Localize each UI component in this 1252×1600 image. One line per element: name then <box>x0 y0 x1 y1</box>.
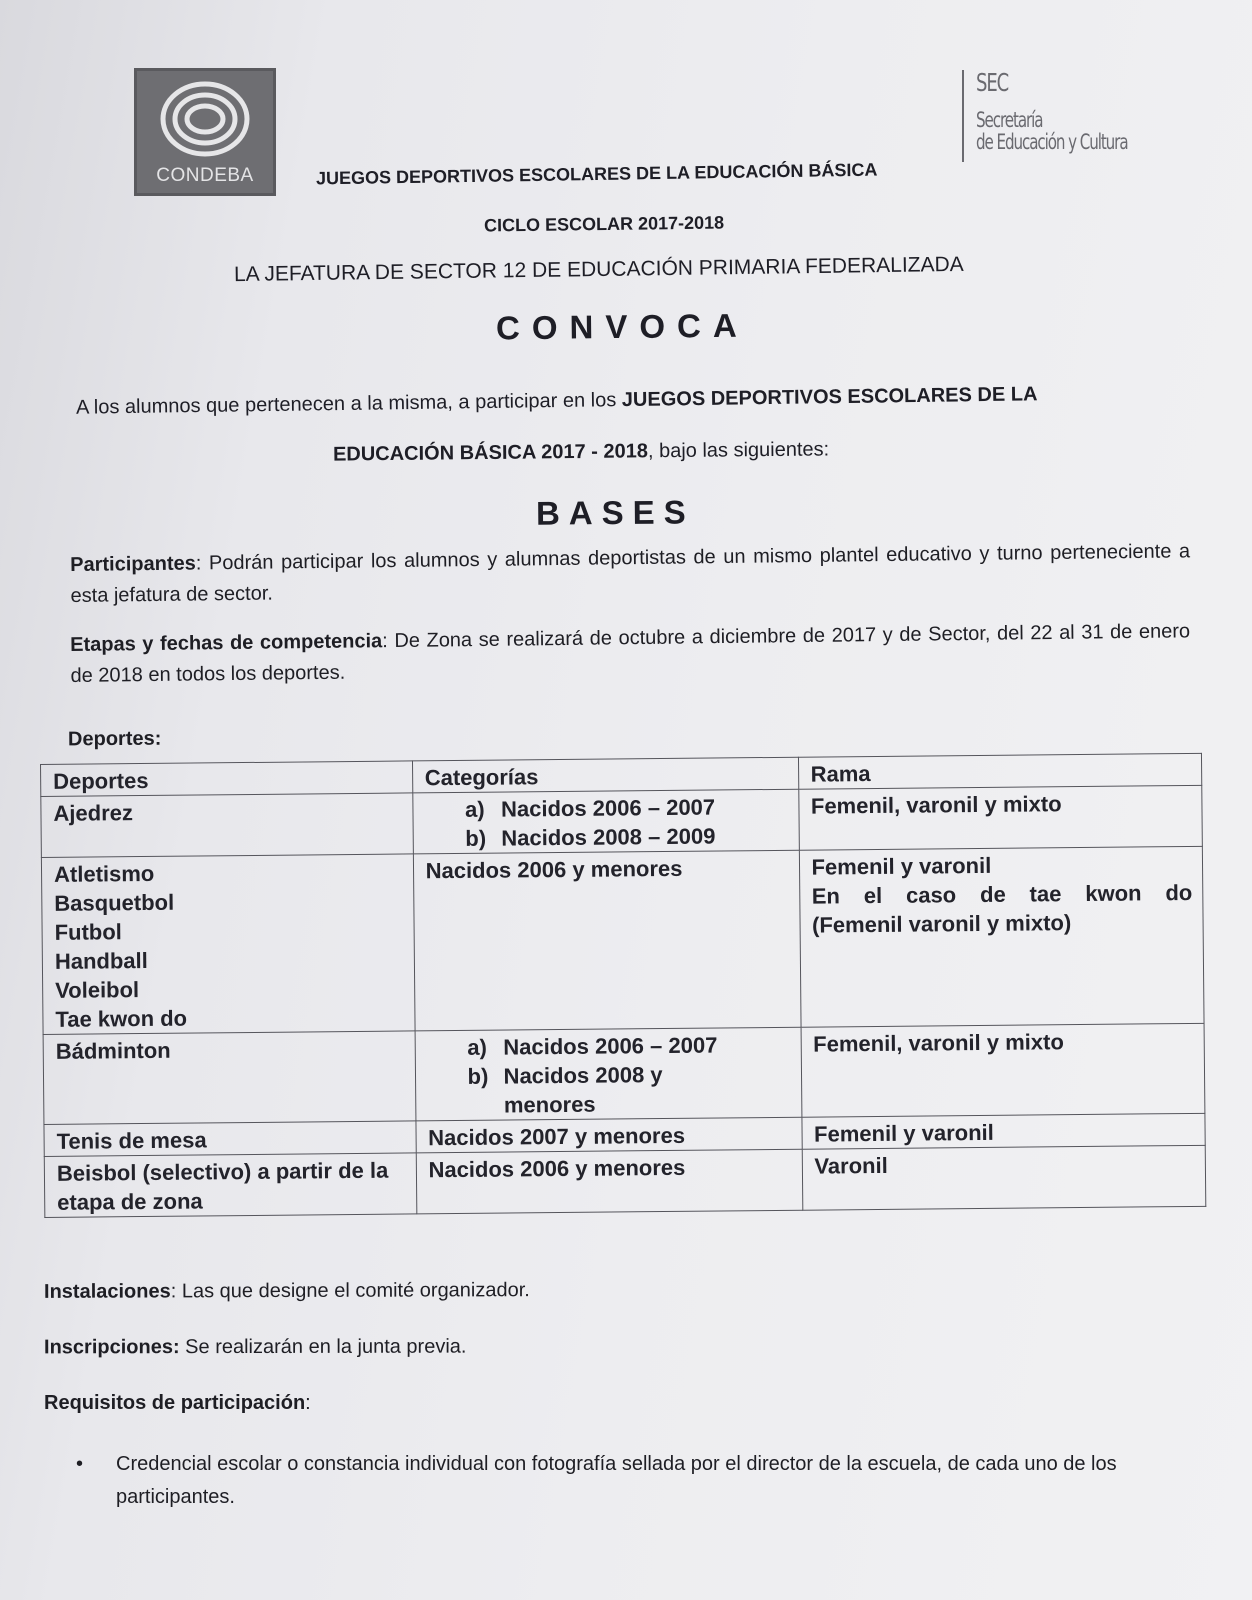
header-rama: Rama <box>798 753 1202 789</box>
participantes-text: : Podrán participar los alumnos y alumnas deportistas de un mismo plantel educativo y turno perteneciente a esta jefatura de sector. <box>70 540 1191 607</box>
event-title: JUEGOS DEPORTIVOS ESCOLARES DE LA EDUCACIÓN BÁSICA <box>315 159 878 189</box>
category-b-label: b) <box>465 825 487 851</box>
condeba-logo-text: CONDEBA <box>156 165 254 186</box>
sec-logo <box>962 66 1162 166</box>
table-row <box>41 846 1204 1034</box>
sec-logo-line3: de Educación y Cultura <box>976 130 1128 154</box>
requisitos-heading <box>44 1392 311 1415</box>
rama-line: En el caso de tae kwon do <box>811 879 1193 909</box>
category-cell: Nacidos 2006 y menores <box>413 850 801 1031</box>
category-a: Nacidos 2006 – 2007 <box>500 794 716 822</box>
category-a-label: a) <box>467 1034 488 1060</box>
category-cell: Nacidos 2006 y menores <box>416 1149 802 1214</box>
convoca-title: CONVOCA <box>495 306 749 347</box>
participantes-label: Participantes <box>70 552 196 576</box>
sport-item: Atletismo <box>53 860 155 887</box>
sport-item: Basquetbol <box>54 889 175 916</box>
inscripciones-text: Se realizarán en la junta previa. <box>179 1335 467 1359</box>
category-a-label: a) <box>464 796 485 822</box>
requisitos-suffix: : <box>305 1392 311 1414</box>
sport-item: Handball <box>54 947 148 974</box>
rama-cell: Femenil, varonil y mixto <box>798 785 1202 850</box>
sec-logo-acronym: SEC <box>976 68 1009 97</box>
rama-cell: Varonil <box>802 1145 1206 1210</box>
category-b-label: b) <box>467 1063 489 1089</box>
intro-line-1 <box>76 383 1038 419</box>
bullet-icon: • <box>76 1453 84 1475</box>
category-b: Nacidos 2008 – 2009 <box>501 823 716 851</box>
category-a: Nacidos 2006 – 2007 <box>503 1032 718 1060</box>
instalaciones-label: Instalaciones <box>43 1280 171 1303</box>
sport-item: Tae kwon do <box>55 1005 188 1032</box>
category-cell <box>415 1027 802 1121</box>
requisito-text: Credencial escolar o constancia individual con fotografía sellada por el director de la escuela, de cada uno de los participantes. <box>116 1453 1117 1508</box>
header-categorias: Categorías <box>412 757 798 793</box>
instalaciones-text: : Las que designe el comité organizador. <box>170 1279 530 1303</box>
participantes-paragraph <box>70 536 1191 612</box>
intro-line-1-bold: JUEGOS DEPORTIVOS ESCOLARES DE LA <box>621 383 1038 412</box>
rama-cell: Femenil y varonil <box>801 1113 1205 1149</box>
inscripciones-label: Inscripciones: <box>43 1336 180 1359</box>
header-deportes: Deportes <box>41 761 413 797</box>
sport-item: Voleibol <box>55 977 140 1003</box>
category-cell <box>412 789 798 854</box>
rama-cell <box>799 846 1204 1027</box>
sport-cell: Beisbol (selectivo) a partir de la etapa de zona <box>44 1153 416 1218</box>
category-cell: Nacidos 2007 y menores <box>416 1117 802 1153</box>
issuing-authority: LA JEFATURA DE SECTOR 12 DE EDUCACIÓN PRIMARIA FEDERALIZADA <box>233 252 964 287</box>
table-row <box>41 785 1203 857</box>
sec-logo-bar <box>962 70 964 162</box>
intro-line-2-text: , bajo las siguientes: <box>647 438 830 463</box>
table-row <box>43 1023 1205 1124</box>
sport-cell <box>41 854 414 1035</box>
sport-cell: Ajedrez <box>41 793 413 858</box>
deportes-label: Deportes: <box>67 727 162 751</box>
condeba-emblem-icon <box>159 79 251 159</box>
instalaciones-line <box>44 1279 530 1304</box>
table-row <box>44 1145 1206 1217</box>
category-b: Nacidos 2008 y menores <box>503 1062 663 1118</box>
etapas-label: Etapas y fechas de competencia <box>70 630 383 656</box>
etapas-text: : De Zona se realizará de octubre a diciembre de 2017 y de Sector, del 22 al 31 de enero de 2018 en todos los deportes. <box>70 620 1191 687</box>
rama-line: (Femenil varonil y mixto) <box>811 910 1072 938</box>
sport-item: Futbol <box>54 919 122 945</box>
intro-line-2 <box>333 438 829 466</box>
inscripciones-line <box>44 1336 466 1360</box>
intro-line-2-bold: EDUCACIÓN BÁSICA 2017 - 2018 <box>332 440 649 466</box>
sport-cell: Bádminton <box>43 1031 415 1125</box>
bases-title: BASES <box>535 493 695 532</box>
sec-logo-line2: Secretaría <box>976 108 1043 132</box>
requisitos-label: Requisitos de participación <box>44 1392 306 1414</box>
intro-line-1-text: A los alumnos que pertenecen a la misma, a participar en los <box>75 389 622 419</box>
school-cycle: CICLO ESCOLAR 2017-2018 <box>483 212 725 236</box>
rama-line: Femenil y varonil <box>811 852 992 880</box>
condeba-logo <box>134 68 276 196</box>
rama-cell: Femenil, varonil y mixto <box>801 1023 1205 1117</box>
sports-table <box>40 753 1206 1218</box>
etapas-paragraph <box>70 616 1191 692</box>
sport-cell: Tenis de mesa <box>44 1121 416 1157</box>
